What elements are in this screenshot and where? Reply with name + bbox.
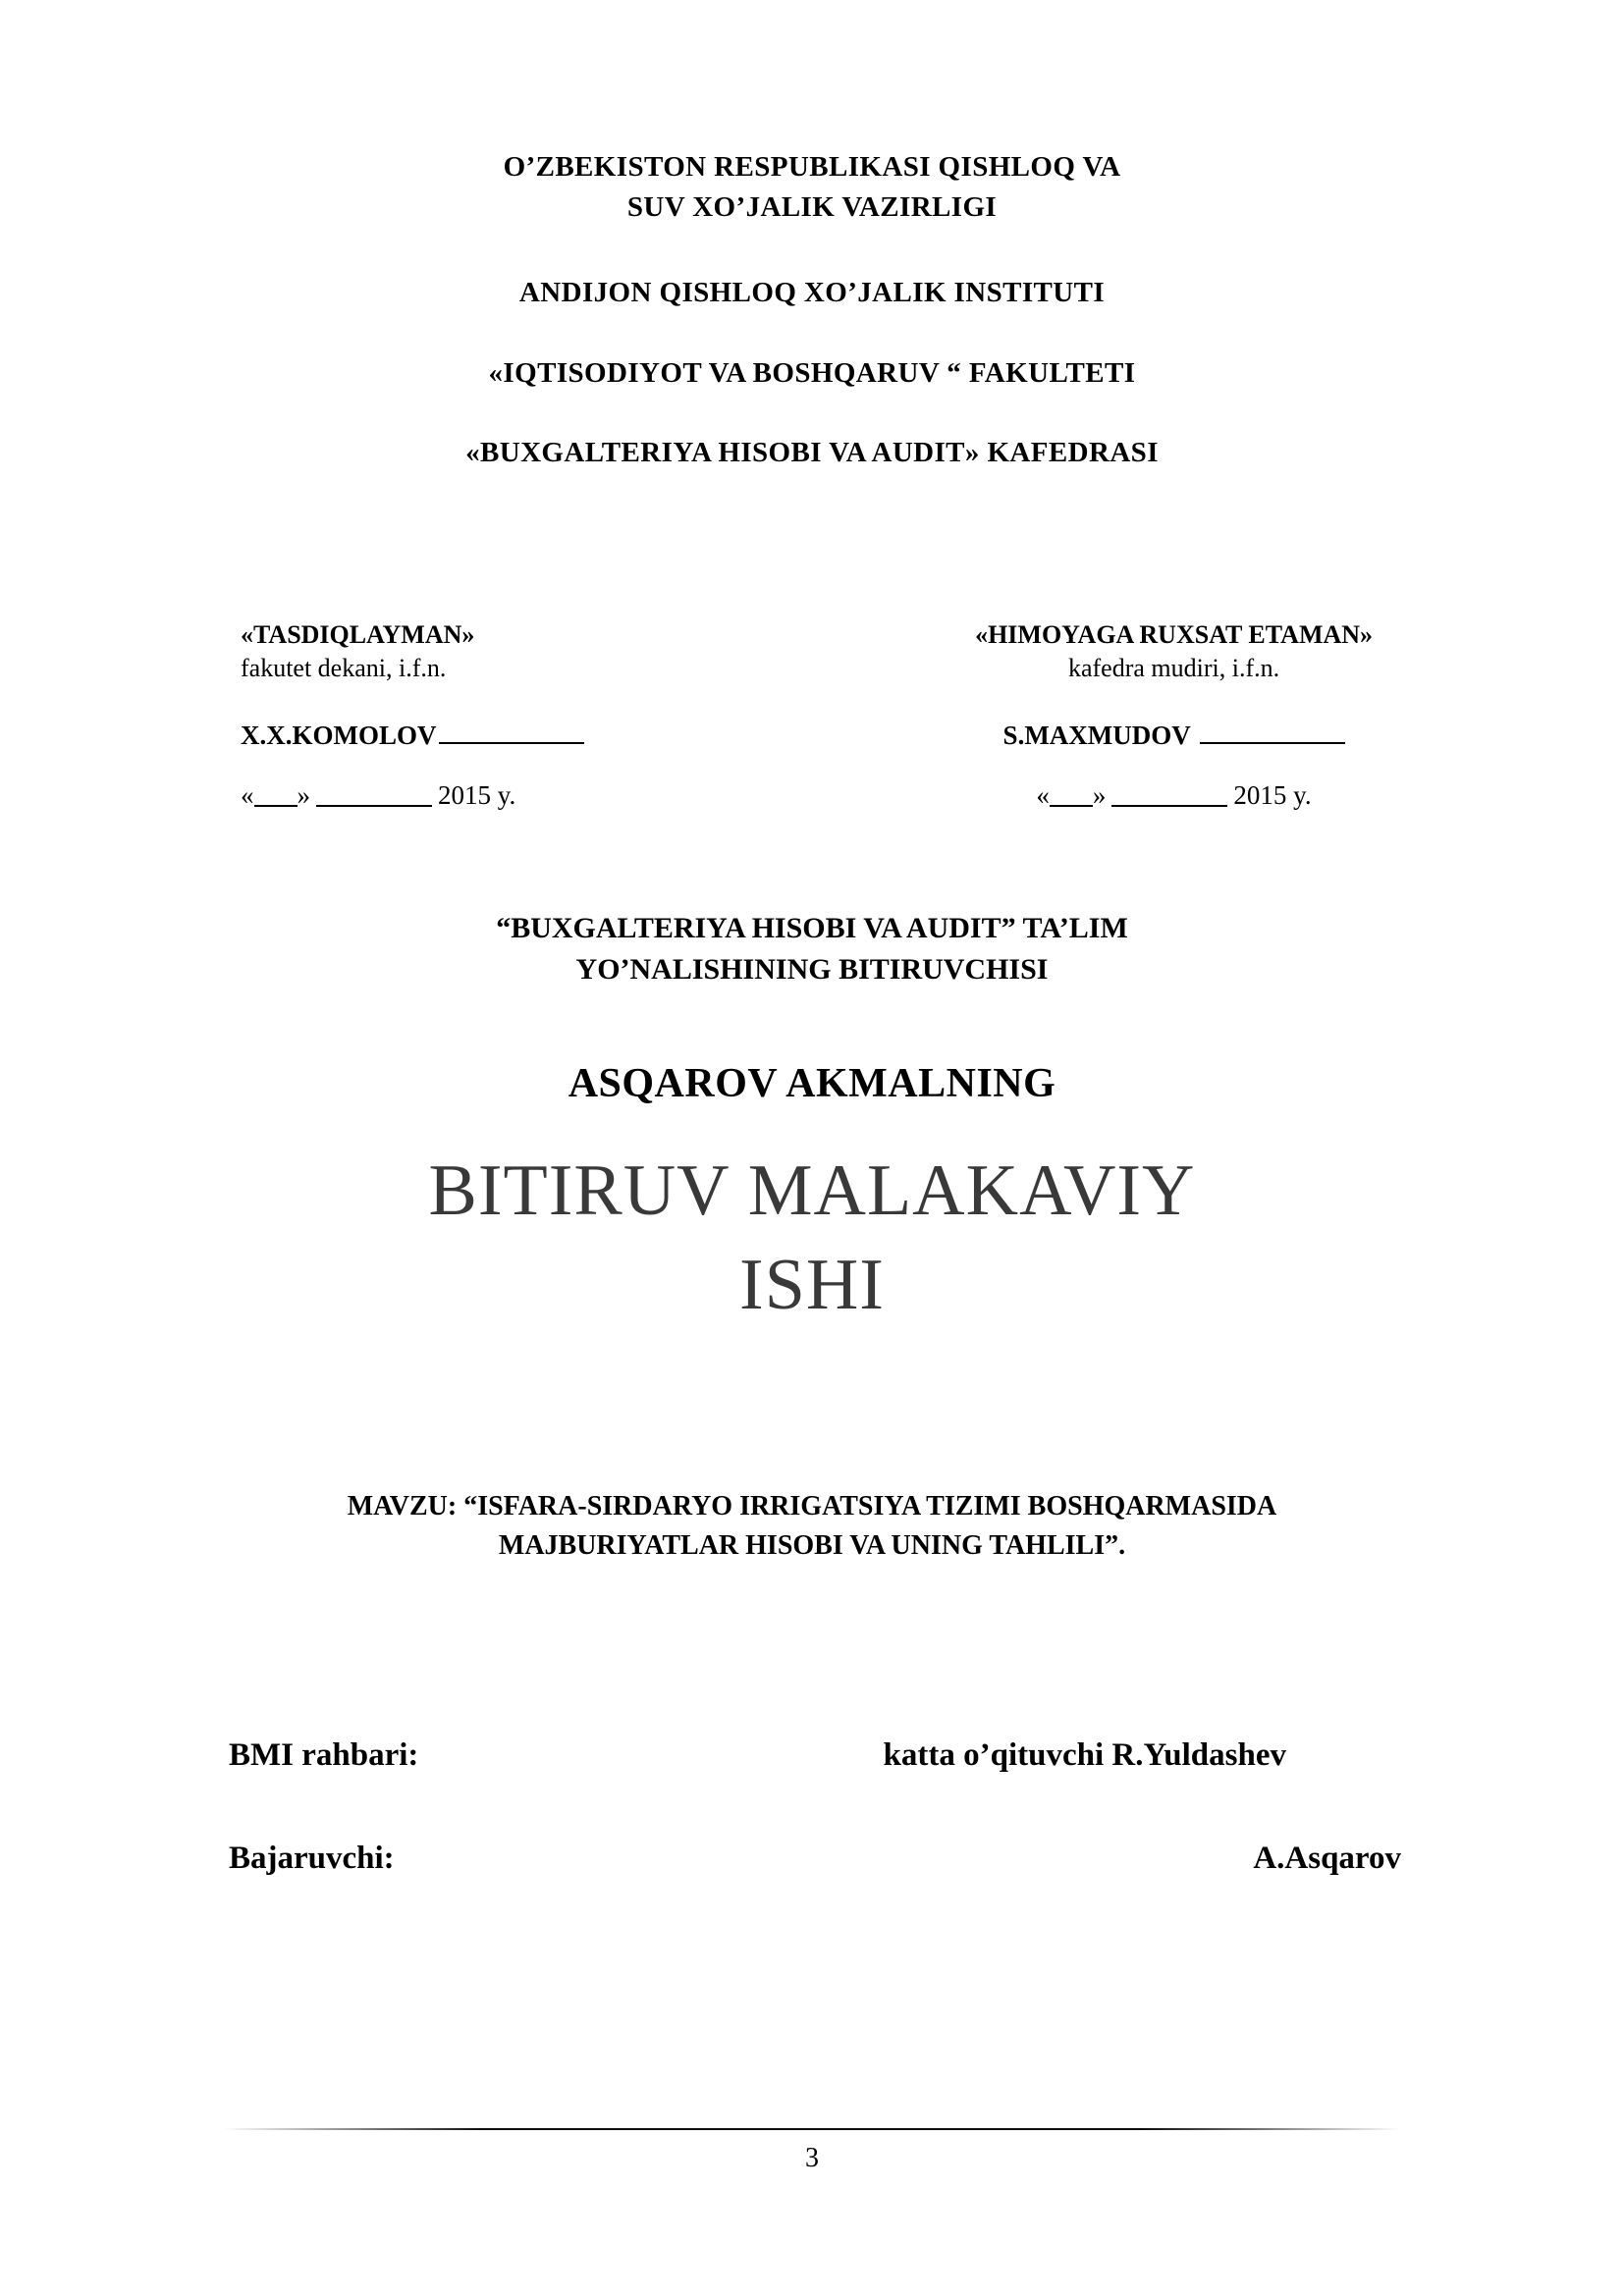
spacer-after-institute: [0, 314, 1624, 353]
supervisor-label: BMI rahbari:: [229, 1737, 419, 1773]
head-year-label: 2015 y.: [1233, 779, 1312, 810]
dean-name-text: X.X.KOMOLOV: [241, 720, 437, 750]
dean-day-blank: [254, 805, 298, 807]
head-signature-line: [1200, 742, 1345, 744]
ministry-line-2: SUV XO’JALIK VAZIRLIGI: [626, 191, 998, 224]
head-day-blank: [1050, 805, 1093, 807]
student-name: ASQAROV AKMALNING: [568, 1061, 1056, 1106]
dean-date-quote-close: »: [297, 779, 310, 810]
dean-month-blank: [316, 805, 432, 807]
approval-title-head: «HIMOYAGA RUXSAT ETAMAN»: [975, 620, 1374, 649]
approval-name-dean: [241, 721, 846, 751]
page-number: 3: [805, 2143, 819, 2173]
footer-divider: [223, 2128, 1401, 2130]
approval-title-dean: «TASDIQLAYMAN»: [241, 620, 475, 649]
approval-column-dean: [241, 618, 846, 811]
author-row: [229, 1841, 1418, 1877]
approval-name-head: [871, 721, 1477, 751]
head-date-quote-close: »: [1092, 779, 1107, 810]
head-month-blank: [1111, 805, 1227, 807]
page-footer: [0, 2128, 1624, 2174]
topic-line-1: MAVZU: “ISFARA-SIRDARYO IRRIGATSIYA TIZIMI BOSHQARMASIDA: [347, 1491, 1277, 1522]
head-name-text: S.MAXMUDOV: [1002, 720, 1191, 750]
approval-subtitle-dean: fakutet dekani, i.f.n.: [241, 653, 447, 682]
dean-signature-line: [439, 742, 584, 744]
institute-line: ANDIJON QISHLOQ XO’JALIK INSTITUTI: [518, 277, 1106, 309]
approval-date-head: [871, 780, 1477, 811]
approval-date-dean: [241, 780, 846, 811]
dean-date-quote-open: «: [241, 779, 254, 810]
main-title-line-1: BITIRUV MALAKAVIY: [428, 1150, 1196, 1231]
direction-line-1: “BUXGALTERIYA HISOBI VA AUDIT” TA’LIM: [496, 912, 1128, 944]
author-value: A.Asqarov: [1253, 1841, 1401, 1876]
institution-header: [0, 147, 1624, 473]
approval-subtitle-head: kafedra mudiri, i.f.n.: [1067, 653, 1280, 682]
head-date-quote-open: «: [1036, 779, 1050, 810]
ministry-line-1: O’ZBEKISTON RESPUBLIKASI QISHLOQ VA: [503, 151, 1121, 183]
faculty-line: «IQTISODIYOT VA BOSHQARUV “ FAKULTETI: [488, 356, 1136, 389]
author-label: Bajaruvchi:: [229, 1841, 395, 1876]
topic-line-2: MAJBURIYATLAR HISOBI VA UNING TAHLILI”.: [498, 1529, 1126, 1561]
direction-line-2: YO’NALISHINING BITIRUVCHISI: [575, 953, 1049, 986]
supervisor-row: [229, 1737, 1418, 1774]
approval-column-head: [871, 618, 1477, 811]
supervisor-value: katta o’qituvchi R.Yuldashev: [883, 1737, 1286, 1773]
spacer-after-ministry: [0, 228, 1624, 273]
thesis-main-title: [147, 1144, 1477, 1332]
department-line: «BUXGALTERIYA HISOBI VA AUDIT» KAFEDRASI: [465, 436, 1159, 468]
dean-year-label: 2015 y.: [438, 779, 516, 810]
education-direction: [177, 908, 1447, 990]
thesis-topic: [187, 1487, 1437, 1566]
main-title-line-2: ISHI: [739, 1245, 885, 1326]
approval-block: [241, 618, 1477, 811]
spacer-after-faculty: [0, 394, 1624, 433]
